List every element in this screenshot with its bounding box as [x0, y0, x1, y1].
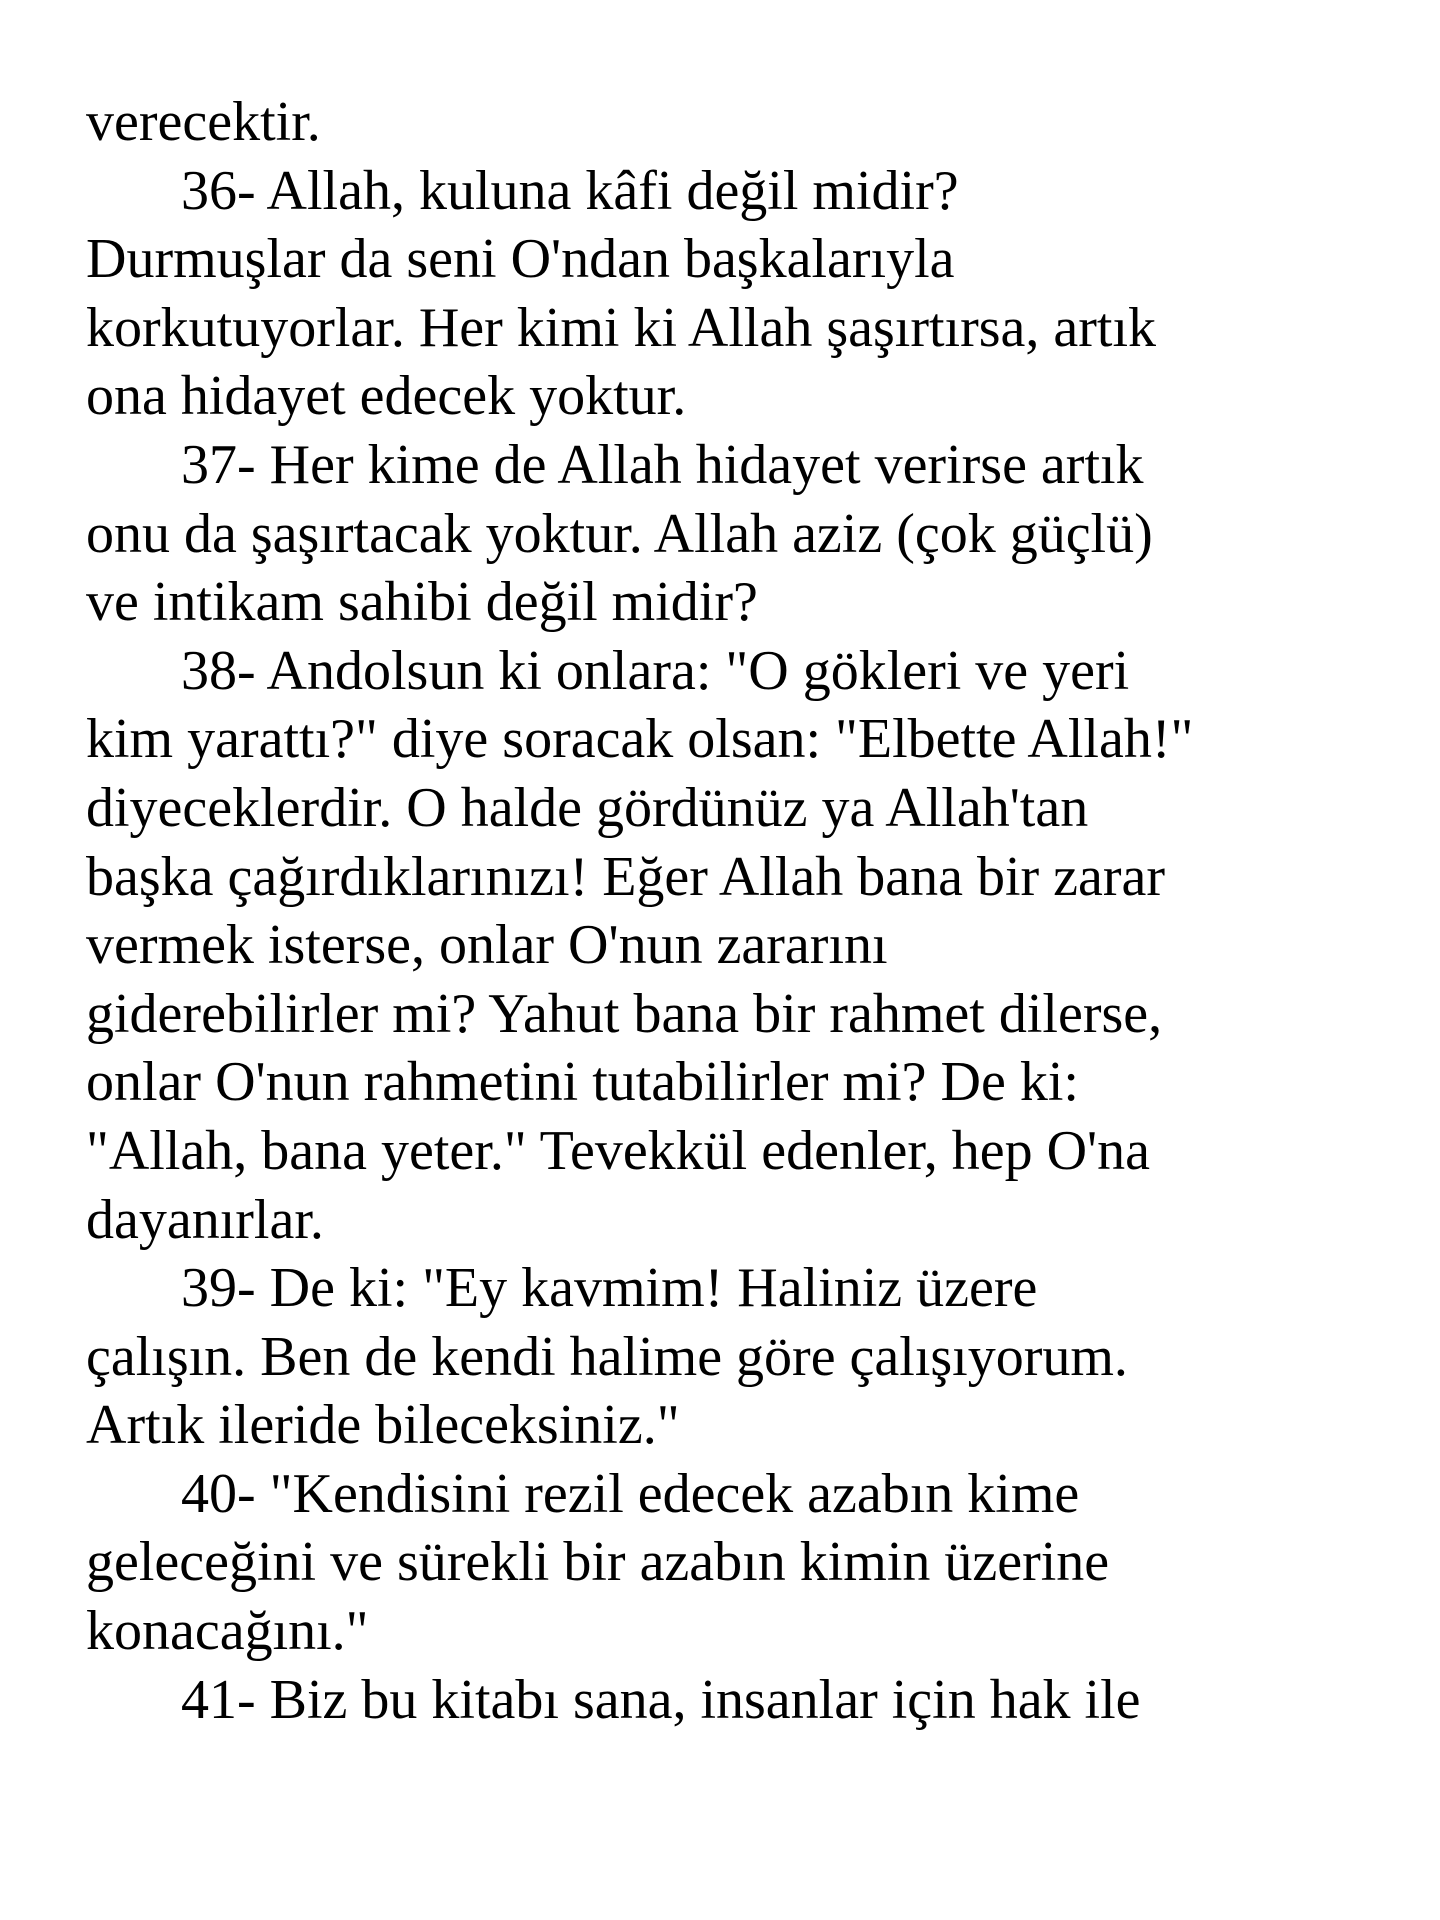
verse-37-start: 37- Her kime de Allah hidayet verirse artık: [181, 433, 1144, 496]
verse-39-start: 39- De ki: "Ey kavmim! Haliniz üzere: [181, 1257, 1038, 1320]
text-line-17: dayanırlar.: [86, 1188, 324, 1251]
text-line-20: Artık ileride bileceksiniz.": [86, 1394, 680, 1457]
text-line-11: diyeceklerdir. O halde gördünüz ya Allah'tan: [86, 776, 1089, 839]
text-line-3: Durmuşlar da seni O'ndan başkalarıyla: [86, 228, 955, 291]
text-line-4: korkutuyorlar. Her kimi ki Allah şaşırtırsa, artık: [86, 296, 1157, 359]
text-line-10: kim yarattı?" diye soracak olsan: "Elbette Allah!": [86, 708, 1194, 771]
document-page: [86, 88, 1386, 1734]
text-line-15: onlar O'nun rahmetini tutabilirler mi? De ki:: [86, 1051, 1079, 1114]
text-line-8: ve intikam sahibi değil midir?: [86, 571, 758, 634]
verse-40-start: 40- "Kendisini rezil edecek azabın kime: [181, 1462, 1080, 1525]
text-line-23: konacağını.": [86, 1600, 369, 1663]
text-line-14: giderebilirler mi? Yahut bana bir rahmet dilerse,: [86, 982, 1163, 1045]
text-line-1: verecektir.: [86, 91, 321, 153]
verse-36-start: 36- Allah, kuluna kâfi değil midir?: [181, 159, 959, 222]
verse-38-start: 38- Andolsun ki onlara: "O gökleri ve yeri: [181, 639, 1130, 702]
text-line-22: geleceğini ve sürekli bir azabın kimin üzerine: [86, 1531, 1110, 1594]
text-line-19: çalışın. Ben de kendi halime göre çalışıyorum.: [86, 1325, 1128, 1388]
text-line-7: onu da şaşırtacak yoktur. Allah aziz (çok güçlü): [86, 502, 1153, 565]
verse-41-start: 41- Biz bu kitabı sana, insanlar için hak ile: [181, 1668, 1141, 1731]
text-line-12: başka çağırdıklarınızı! Eğer Allah bana bir zarar: [86, 845, 1166, 908]
text-line-13: vermek isterse, onlar O'nun zararını: [86, 914, 888, 977]
text-line-16: "Allah, bana yeter." Tevekkül edenler, hep O'na: [86, 1119, 1150, 1182]
text-line-5: ona hidayet edecek yoktur.: [86, 365, 687, 428]
